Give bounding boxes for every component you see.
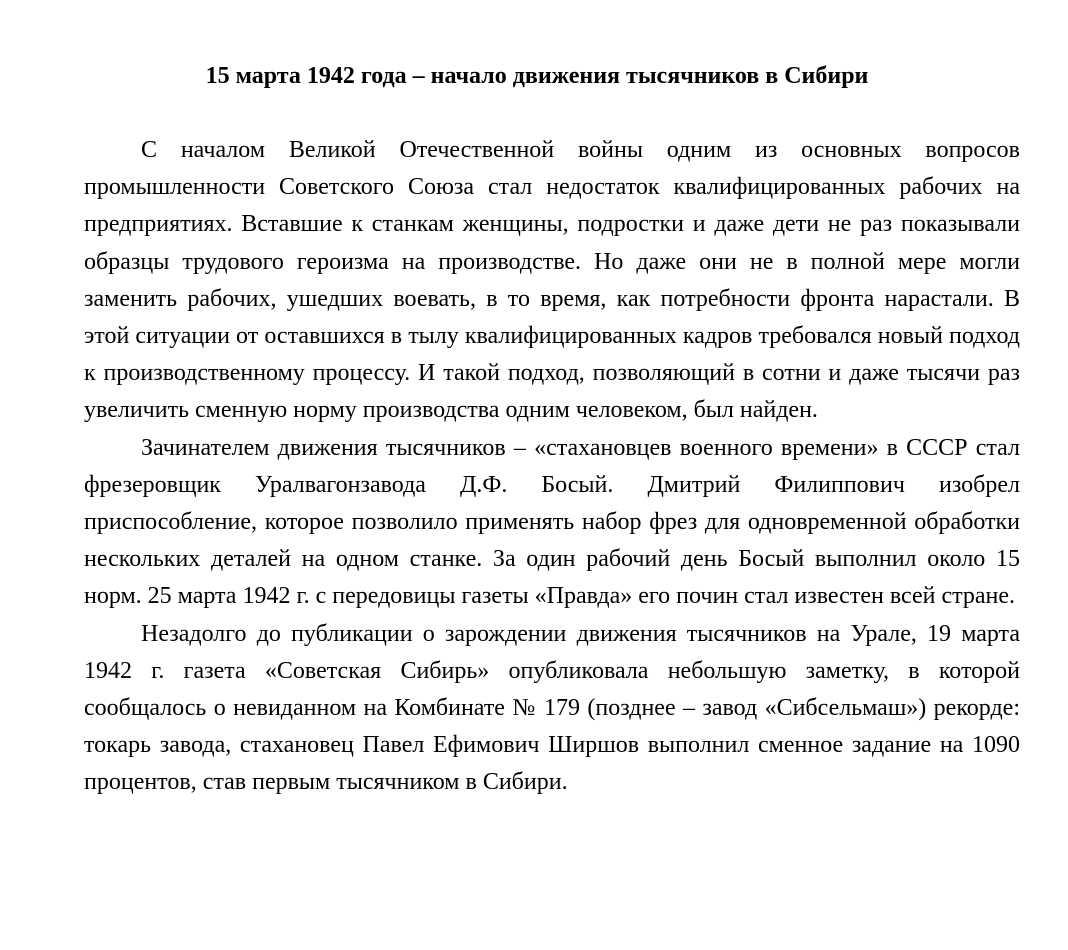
document-title: 15 марта 1942 года – начало движения тысячников в Сибири	[205, 63, 869, 89]
paragraph-2: Зачинателем движения тысячников – «стахановцев военного времени» в СССР стал фрезеровщик Уралвагонзавода Д.Ф. Босый. Дмитрий Филиппович изобрел приспособление, которое позволило применять набор фрез для одновременной обработки нескольких деталей на одном станке. За один рабочий день Босый выполнил около 15 норм. 25 марта 1942 г. с передовицы газеты «Правда» его почин стал известен всей стране.	[84, 434, 1020, 610]
document-page	[84, 0, 1020, 802]
paragraph-3: Незадолго до публикации о зарождении движения тысячников на Урале, 19 марта 1942 г. газета «Советская Сибирь» опубликовала небольшую заметку, в которой сообщалось о невиданном на Комбинате № 179 (позднее – завод «Сибсельмаш») рекорде: токарь завода, стахановец Павел Ефимович Ширшов выполнил сменное задание на 1090 процентов, став первым тысячником в Сибири.	[84, 620, 1020, 796]
paragraph-1: С началом Великой Отечественной войны одним из основных вопросов промышленности Советского Союза стал недостаток квалифицированных рабочих на предприятиях. Вставшие к станкам женщины, подростки и даже дети не раз показывали образцы трудового героизма на производстве. Но даже они не в полной мере могли заменить рабочих, ушедших воевать, в то время, как потребности фронта нарастали. В этой ситуации от оставшихся в тылу квалифицированных кадров требовался новый подход к производственному процессу. И такой подход, позволяющий в сотни и даже тысячи раз увеличить сменную норму производства одним человеком, был найден.	[84, 137, 1020, 424]
document-body	[84, 132, 1020, 802]
